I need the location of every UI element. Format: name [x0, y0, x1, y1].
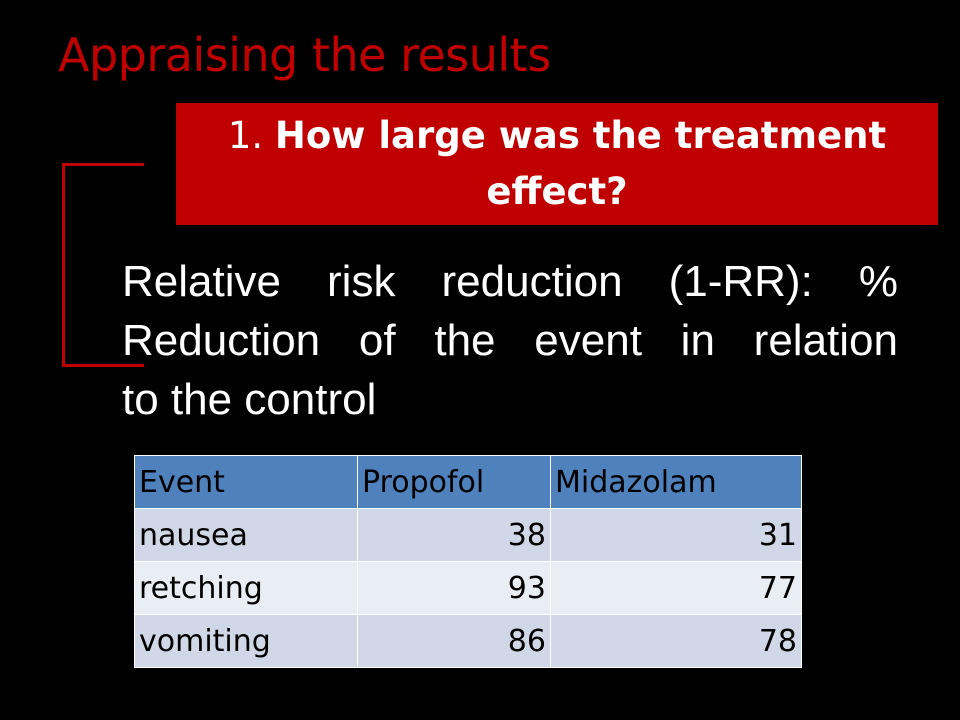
- event-cell: vomiting: [135, 615, 358, 668]
- definition-text: [122, 252, 898, 429]
- propofol-cell: 38: [358, 509, 551, 562]
- midazolam-cell: 78: [550, 615, 801, 668]
- propofol-cell: 93: [358, 562, 551, 615]
- midazolam-cell: 77: [550, 562, 801, 615]
- table-header-row: [135, 456, 802, 509]
- question-number: 1.: [227, 114, 264, 157]
- column-header-event: Event: [135, 456, 358, 509]
- slide-title: Appraising the results: [58, 28, 551, 82]
- definition-line-3: to the control: [122, 375, 377, 424]
- question-text: How large was the treatment effect?: [274, 114, 887, 213]
- definition-line-2: Reduction of the event in relation: [122, 316, 898, 365]
- table-row: [135, 509, 802, 562]
- propofol-cell: 86: [358, 615, 551, 668]
- column-header-propofol: Propofol: [358, 456, 551, 509]
- question-banner: [176, 103, 938, 225]
- midazolam-cell: 31: [550, 509, 801, 562]
- table-row: [135, 615, 802, 668]
- definition-line-1: Relative risk reduction (1-RR): %: [122, 257, 898, 306]
- results-table: [134, 455, 802, 668]
- event-cell: nausea: [135, 509, 358, 562]
- column-header-midazolam: Midazolam: [550, 456, 801, 509]
- event-cell: retching: [135, 562, 358, 615]
- table-row: [135, 562, 802, 615]
